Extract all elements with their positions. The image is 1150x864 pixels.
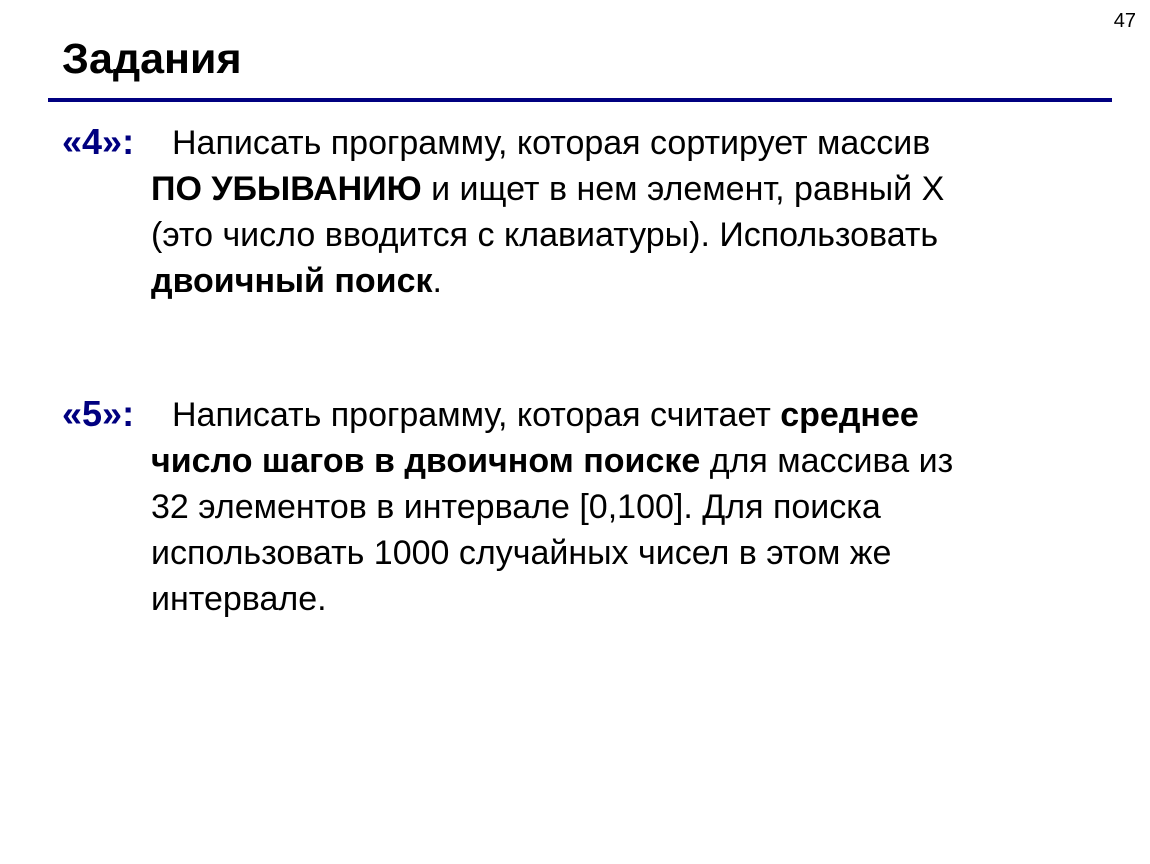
task-5-emphasis-steps: число шагов в двоичном поиске <box>151 442 701 480</box>
task-4-text-line-4 <box>151 258 1102 304</box>
task-4 <box>62 119 1102 304</box>
task-5-text-line-4: использовать 1000 случайных чисел в этом же <box>151 534 892 572</box>
task-5-text-line-5: интервале. <box>151 580 327 618</box>
task-4-emphasis-binary-search: двоичный поиск <box>151 262 433 300</box>
task-4-text-line-3: (это число вводится с клавиатуры). Использовать <box>151 216 939 254</box>
task-5-body <box>62 438 1102 622</box>
task-5-text-line-1-start: Написать программу, которая считает <box>172 396 781 434</box>
page-number: 47 <box>1113 10 1136 32</box>
task-4-body <box>62 166 1102 304</box>
task-4-text-line-2 <box>151 166 1102 212</box>
title-divider <box>48 98 1112 102</box>
task-5-text-line-2 <box>151 438 1102 484</box>
task-4-text-line-2-rest: и ищет в нем элемент, равный X <box>421 170 945 208</box>
task-4-text-line-1: Написать программу, которая сортирует массив <box>172 124 931 162</box>
task-4-first-line <box>62 119 1102 166</box>
task-4-label: «4»: <box>62 121 135 162</box>
task-5-text-line-3: 32 элементов в интервале [0,100]. Для поиска <box>151 488 881 526</box>
task-4-text-line-4-rest: . <box>432 262 442 300</box>
page-title: Задания <box>62 35 242 83</box>
task-4-emphasis-descending: ПО УБЫВАНИЮ <box>151 170 422 208</box>
task-5-text-line-2-rest: для массива из <box>700 442 954 480</box>
task-5 <box>62 391 1102 622</box>
task-5-first-line <box>62 391 1102 438</box>
task-5-emphasis-average: среднее <box>780 396 919 434</box>
task-5-label: «5»: <box>62 393 135 434</box>
task-5-text-line-1 <box>172 392 919 438</box>
